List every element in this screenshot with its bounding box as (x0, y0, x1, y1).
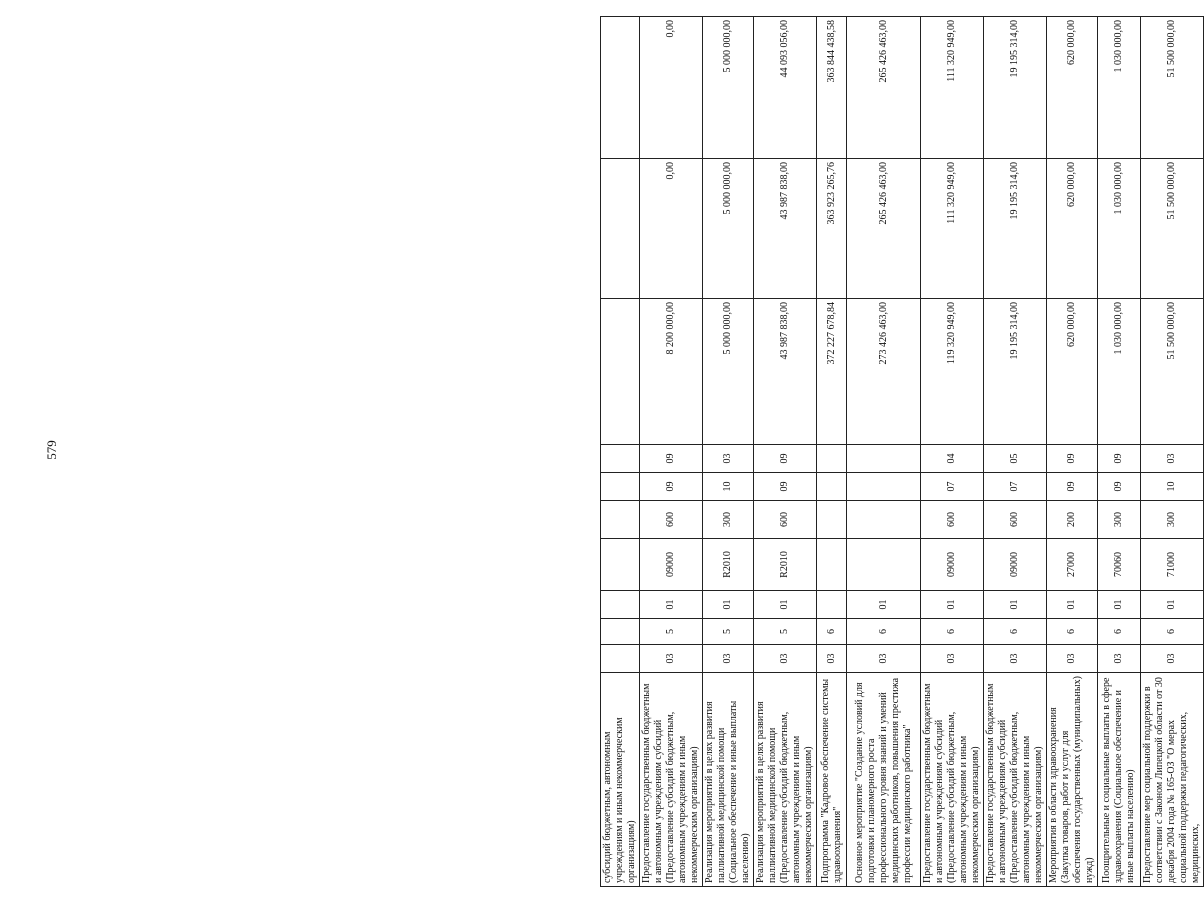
cell-pgp: 6 (921, 619, 984, 645)
cell-pgp: 5 (754, 619, 817, 645)
budget-table (600, 16, 1204, 887)
cell-dn: 71000 (1141, 539, 1204, 591)
cell-sum3: 44 093 056,00 (754, 17, 817, 159)
cell-rz: 09 (1098, 473, 1141, 501)
cell-gp: 03 (754, 645, 817, 673)
table-row (984, 17, 1047, 887)
cell-dn: R2010 (703, 539, 754, 591)
table-row (921, 17, 984, 887)
cell-dn (601, 539, 640, 591)
cell-om: 01 (1047, 591, 1098, 619)
cell-sum2 (601, 159, 640, 299)
cell-sum2: 0,00 (640, 159, 703, 299)
cell-rz: 07 (921, 473, 984, 501)
cell-pgp: 6 (1047, 619, 1098, 645)
table-row (1098, 17, 1141, 887)
cell-sum1: 19 195 314,00 (984, 299, 1047, 445)
cell-pr (601, 445, 640, 473)
cell-sum1: 372 227 678,84 (817, 299, 847, 445)
table-row (1141, 17, 1204, 887)
cell-rz: 09 (640, 473, 703, 501)
cell-rz: 10 (1141, 473, 1204, 501)
table-row (1047, 17, 1098, 887)
page-number: 579 (43, 440, 59, 460)
cell-pgp: 5 (640, 619, 703, 645)
cell-sum3: 0,00 (640, 17, 703, 159)
cell-sum2: 620 000,00 (1047, 159, 1098, 299)
cell-gp: 03 (1047, 645, 1098, 673)
cell-om: 01 (1098, 591, 1141, 619)
cell-pgp: 6 (984, 619, 1047, 645)
cell-gp: 03 (847, 645, 921, 673)
cell-sum1: 5 000 000,00 (703, 299, 754, 445)
cell-gp: 03 (1141, 645, 1204, 673)
cell-sum2: 51 500 000,00 (1141, 159, 1204, 299)
cell-sum3: 620 000,00 (1047, 17, 1098, 159)
cell-sum3: 265 426 463,00 (847, 17, 921, 159)
cell-sum1: 51 500 000,00 (1141, 299, 1204, 445)
cell-vr (601, 501, 640, 539)
cell-sum2: 363 923 265,76 (817, 159, 847, 299)
table-row (754, 17, 817, 887)
cell-sum3: 5 000 000,00 (703, 17, 754, 159)
table-row (817, 17, 847, 887)
cell-om: 01 (640, 591, 703, 619)
cell-pr (847, 445, 921, 473)
cell-dn (817, 539, 847, 591)
cell-dn: 09000 (640, 539, 703, 591)
cell-pr: 04 (921, 445, 984, 473)
cell-vr: 600 (921, 501, 984, 539)
cell-dn: 27000 (1047, 539, 1098, 591)
cell-sum2: 19 195 314,00 (984, 159, 1047, 299)
cell-pgp: 6 (847, 619, 921, 645)
cell-gp: 03 (1098, 645, 1141, 673)
cell-vr: 600 (984, 501, 1047, 539)
cell-om: 01 (754, 591, 817, 619)
table-body (601, 17, 1204, 887)
cell-vr: 200 (1047, 501, 1098, 539)
cell-pr (817, 445, 847, 473)
cell-rz (817, 473, 847, 501)
cell-om: 01 (984, 591, 1047, 619)
cell-sum3: 111 320 949,00 (921, 17, 984, 159)
cell-gp: 03 (984, 645, 1047, 673)
cell-vr: 300 (1141, 501, 1204, 539)
cell-name: Реализация мероприятий в целях развития паллиативной медицинской помощи (Социальное обеспечение и иные выплаты населению) (703, 673, 754, 887)
cell-pr: 09 (1098, 445, 1141, 473)
cell-pr: 03 (703, 445, 754, 473)
cell-sum2: 265 426 463,00 (847, 159, 921, 299)
cell-pgp (601, 619, 640, 645)
table-row (601, 17, 640, 887)
cell-vr: 600 (640, 501, 703, 539)
cell-sum1: 273 426 463,00 (847, 299, 921, 445)
cell-sum3: 51 500 000,00 (1141, 17, 1204, 159)
cell-gp: 03 (703, 645, 754, 673)
cell-vr (847, 501, 921, 539)
cell-gp: 03 (921, 645, 984, 673)
cell-name: субсидий бюджетным, автономным учреждениям и иным некоммерческим организациям) (601, 673, 640, 887)
cell-sum2: 5 000 000,00 (703, 159, 754, 299)
cell-pr: 09 (640, 445, 703, 473)
cell-dn (847, 539, 921, 591)
cell-om: 01 (703, 591, 754, 619)
cell-om: 01 (921, 591, 984, 619)
cell-dn: 70060 (1098, 539, 1141, 591)
cell-pr: 03 (1141, 445, 1204, 473)
cell-sum1: 620 000,00 (1047, 299, 1098, 445)
cell-name: Предоставление государственным бюджетным и автономным учреждениям субсидий (Предоставление субсидий бюджетным, автономным учреждениям и иным некоммерческим организациям) (640, 673, 703, 887)
cell-sum1 (601, 299, 640, 445)
table-row (847, 17, 921, 887)
cell-rz: 09 (754, 473, 817, 501)
table-row (703, 17, 754, 887)
cell-sum3: 1 030 000,00 (1098, 17, 1141, 159)
cell-dn: R2010 (754, 539, 817, 591)
cell-sum1: 43 987 838,00 (754, 299, 817, 445)
cell-name: Предоставление государственным бюджетным и автономным учреждениям субсидий (Предоставление субсидий бюджетным, автономным учреждениям и иным некоммерческим организациям) (921, 673, 984, 887)
table-row (640, 17, 703, 887)
cell-name: Мероприятия в области здравоохранения (Закупка товаров, работ и услуг для обеспечения государственных (муниципальных) нужд) (1047, 673, 1098, 887)
cell-dn: 09000 (921, 539, 984, 591)
cell-pr: 05 (984, 445, 1047, 473)
cell-sum2: 1 030 000,00 (1098, 159, 1141, 299)
cell-om (817, 591, 847, 619)
cell-sum1: 119 320 949,00 (921, 299, 984, 445)
cell-sum3: 363 844 438,58 (817, 17, 847, 159)
cell-name: Поощрительные и социальные выплаты в сфере здравоохранения (Социальное обеспечение и иные выплаты населению) (1098, 673, 1141, 887)
cell-gp (601, 645, 640, 673)
cell-vr (817, 501, 847, 539)
cell-pr: 09 (1047, 445, 1098, 473)
cell-vr: 300 (703, 501, 754, 539)
cell-vr: 600 (754, 501, 817, 539)
cell-name: Основное мероприятие "Создание условий для подготовки и планомерного роста профессионального уровня знаний и умений медицинских работников, повышения престижа профессии медицинского работника" (847, 673, 921, 887)
cell-vr: 300 (1098, 501, 1141, 539)
cell-gp: 03 (817, 645, 847, 673)
cell-gp: 03 (640, 645, 703, 673)
cell-pgp: 6 (817, 619, 847, 645)
cell-rz (847, 473, 921, 501)
cell-pgp: 6 (1141, 619, 1204, 645)
cell-sum1: 1 030 000,00 (1098, 299, 1141, 445)
cell-sum1: 8 200 000,00 (640, 299, 703, 445)
cell-rz: 07 (984, 473, 1047, 501)
cell-om (601, 591, 640, 619)
cell-sum3 (601, 17, 640, 159)
cell-om: 01 (847, 591, 921, 619)
cell-rz (601, 473, 640, 501)
cell-pr: 09 (754, 445, 817, 473)
cell-dn: 09000 (984, 539, 1047, 591)
cell-rz: 10 (703, 473, 754, 501)
cell-om: 01 (1141, 591, 1204, 619)
cell-sum3: 19 195 314,00 (984, 17, 1047, 159)
cell-sum2: 111 320 949,00 (921, 159, 984, 299)
cell-rz: 09 (1047, 473, 1098, 501)
cell-pgp: 6 (1098, 619, 1141, 645)
cell-name: Предоставление государственным бюджетным и автономным учреждениям субсидий (Предоставление субсидий бюджетным, автономным учреждениям и иным некоммерческим организациям) (984, 673, 1047, 887)
cell-sum2: 43 987 838,00 (754, 159, 817, 299)
cell-name: Предоставление мер социальной поддержки в соответствии с Законом Липецкой области от 30 декабря 2004 года № 165-ОЗ "О мерах социальной поддержки педагогических, медицинских, (1141, 673, 1204, 887)
rotated-table-wrapper (600, 17, 1201, 887)
cell-name: Подпрограмма "Кадровое обеспечение системы здравоохранения" (817, 673, 847, 887)
cell-pgp: 5 (703, 619, 754, 645)
cell-name: Реализация мероприятий в целях развития паллиативной медицинской помощи (Предоставление субсидий бюджетным, автономным учреждениям и иным некоммерческим организациям) (754, 673, 817, 887)
